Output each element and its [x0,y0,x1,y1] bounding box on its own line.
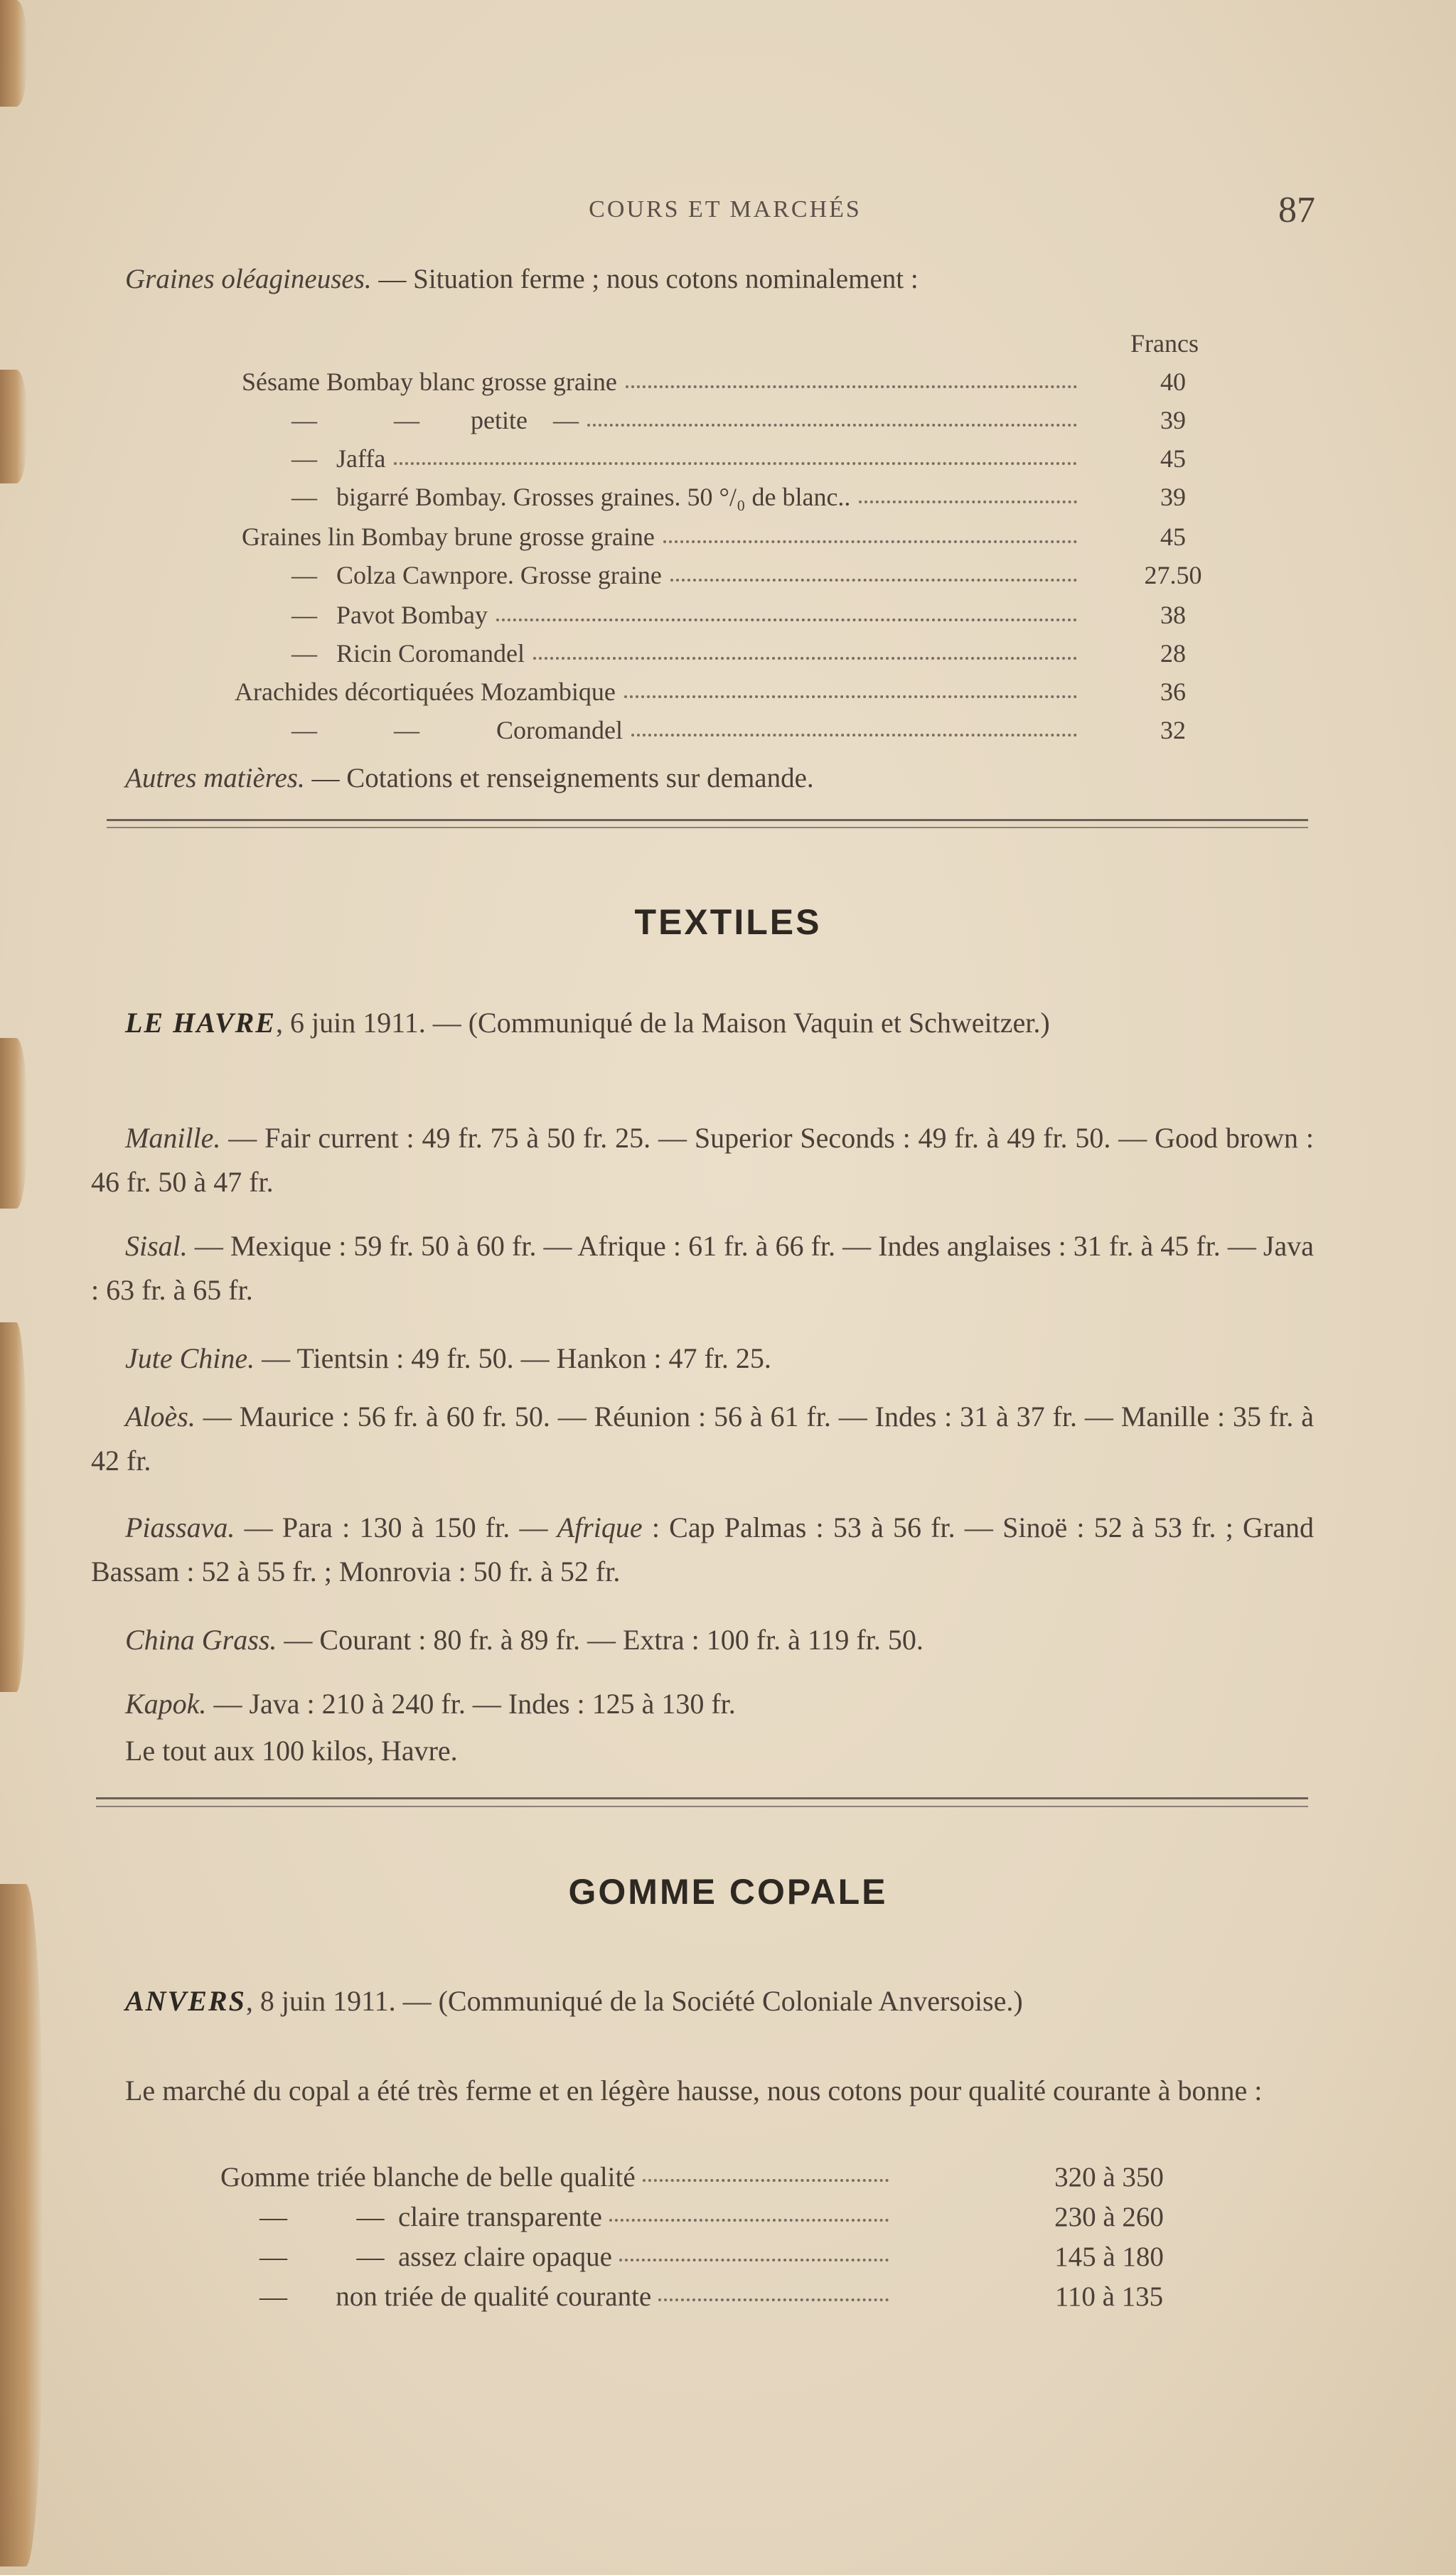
graines-row-label: — Pavot Bombay [291,601,488,629]
dot-leader [624,692,1077,698]
textile-item-china-grass [91,1618,1314,1662]
textile-item-piassava [91,1506,1314,1594]
gomme-row-value: 145 à 180 [1054,2242,1164,2272]
graines-row-label: — — Coromandel [291,716,623,744]
item-sublabel: Afrique [557,1511,643,1543]
dot-leader [859,498,1077,503]
running-header [128,190,1322,236]
graines-row [0,715,1456,754]
gomme-row-value: 230 à 260 [1054,2202,1164,2232]
textiles-place: LE HAVRE [125,1007,276,1039]
gomme-row [0,2161,1456,2201]
graines-row-value: 36 [1160,678,1186,706]
graines-row-value: 45 [1160,523,1186,551]
textile-item-sisal [91,1224,1314,1312]
graines-row-value: 38 [1160,601,1186,629]
dot-leader [496,616,1077,621]
item-text: — Java : 210 à 240 fr. — Indes : 125 à 130 fr. [206,1688,736,1720]
graines-row [0,482,1456,520]
item-label: Aloès. [125,1401,196,1433]
item-label: Manille. [125,1122,221,1154]
gomme-row [0,2241,1456,2281]
gomme-row-label: — — assez claire opaque [259,2242,612,2272]
graines-intro-text: — Situation ferme ; nous cotons nominalement : [371,264,919,294]
graines-intro [125,263,919,295]
graines-row [0,444,1456,482]
dot-leader [609,2219,889,2222]
edge-stain [0,1038,27,1209]
item-label: Jute Chine. [125,1342,255,1374]
item-text: — Maurice : 56 fr. à 60 fr. 50. — Réunion : 56 à 61 fr. — Indes : 31 à 37 fr. — Manille : 35 fr. à 42 fr. [91,1401,1314,1477]
dot-leader [587,421,1077,427]
item-text: — Tientsin : 49 fr. 50. — Hankon : 47 fr. 25. [255,1342,771,1374]
item-label: Kapok. [125,1688,207,1720]
gomme-row [0,2281,1456,2320]
gomme-place: ANVERS [125,1985,246,2017]
dot-leader [533,654,1077,660]
dot-leader [643,2179,889,2182]
dot-leader [619,2259,889,2261]
graines-row-label: Graines lin Bombay brune grosse graine [242,523,655,551]
item-text: — Para : 130 à 150 fr. — [235,1511,557,1543]
textiles-dateline-text: , 6 juin 1911. — (Communiqué de la Maison Vaquin et Schweitzer.) [275,1007,1050,1039]
graines-row-value: 40 [1160,368,1186,396]
graines-row-value: 39 [1160,483,1186,511]
item-text: — Mexique : 59 fr. 50 à 60 fr. — Afrique : 61 fr. à 66 fr. — Indes anglaises : 31 fr. à 45 fr. — Java : 63 fr. à 65 fr. [91,1230,1314,1306]
section-rule [107,819,1308,821]
gomme-dateline-text: , 8 juin 1911. — (Communiqué de la Société Coloniale Anversoise.) [245,1985,1023,2017]
gomme-row-value: 110 à 135 [1054,2281,1164,2312]
section-rule [107,827,1308,828]
textiles-footer [91,1729,1314,1773]
graines-row [0,522,1456,560]
gomme-row-label: Gomme triée blanche de belle qualité [220,2162,636,2193]
graines-row [0,638,1456,677]
item-text: : Cap Palmas : 53 à 56 fr. — Sinoë : 52 à 53 fr. ; Grand Bassam : 52 à 55 fr. ; Monrovia : 50 fr. à 52 fr. [91,1511,1314,1588]
autres-matieres [125,762,814,794]
item-label: Piassava. [125,1511,235,1543]
running-title: COURS ET MARCHÉS [589,196,862,223]
gomme-dateline [91,1979,1314,2023]
graines-row-label: — — petite — [291,406,579,434]
graines-row-label: Arachides décortiquées Mozambique [235,678,616,706]
gomme-row-value: 320 à 350 [1054,2162,1164,2193]
graines-row-label: Sésame Bombay blanc grosse graine [242,368,617,396]
graines-row-value: 28 [1160,639,1186,668]
edge-stain [0,0,27,107]
footer-text: Le tout aux 100 kilos, Havre. [125,1735,458,1767]
dot-leader [670,576,1077,582]
gomme-row-label: — — claire transparente [259,2202,602,2232]
graines-row-value: 27.50 [1144,561,1202,589]
section-rule [96,1797,1308,1799]
gomme-intro-text: Le marché du copal a été très ferme et en légère hausse, nous cotons pour qualité courante à bonne : [125,2075,1263,2106]
textile-item-jute [91,1337,1314,1381]
section-rule [96,1806,1308,1807]
graines-row-value: 32 [1160,716,1186,744]
page-number: 87 [1278,190,1315,230]
item-text: — Courant : 80 fr. à 89 fr. — Extra : 100 fr. à 119 fr. 50. [277,1624,924,1656]
graines-label: Graines oléagineuses. [125,264,372,294]
graines-row-label: — Jaffa [291,444,386,473]
section-title-textiles: TEXTILES [634,902,822,942]
dot-leader [631,731,1077,737]
graines-row [0,560,1456,599]
item-label: Sisal. [125,1230,188,1262]
textile-item-aloes [91,1395,1314,1483]
graines-row [0,677,1456,715]
item-label: China Grass. [125,1624,277,1656]
edge-stain [0,1322,27,1692]
gomme-row [0,2201,1456,2241]
textiles-dateline [91,1001,1314,1045]
graines-row-value: 39 [1160,406,1186,434]
textile-item-manille [91,1116,1314,1204]
item-text: — Fair current : 49 fr. 75 à 50 fr. 25. — Superior Seconds : 49 fr. à 49 fr. 50. — Good brown : 46 fr. 50 à 47 fr. [91,1122,1314,1198]
graines-row-value: 45 [1160,444,1186,473]
graines-row-label: — Colza Cawnpore. Grosse graine [291,561,662,589]
dot-leader [663,537,1077,543]
gomme-row-label: — non triée de qualité courante [259,2281,652,2312]
graines-row [0,367,1456,405]
dot-leader [394,459,1077,465]
dot-leader [658,2298,889,2301]
gomme-intro [91,2069,1314,2113]
graines-row [0,405,1456,444]
unit-header: Francs [1130,329,1199,358]
graines-row-label: — Ricin Coromandel [291,639,525,668]
dot-leader [626,382,1077,388]
textile-item-kapok [91,1682,1314,1726]
autres-label: Autres matières. [125,763,305,793]
autres-text: — Cotations et renseignements sur demande. [304,763,814,793]
graines-row-label: — bigarré Bombay. Grosses graines. 50 °/₀ de blanc.. [291,483,851,511]
graines-row [0,600,1456,638]
section-title-gomme-copale: GOMME COPALE [568,1872,888,1912]
